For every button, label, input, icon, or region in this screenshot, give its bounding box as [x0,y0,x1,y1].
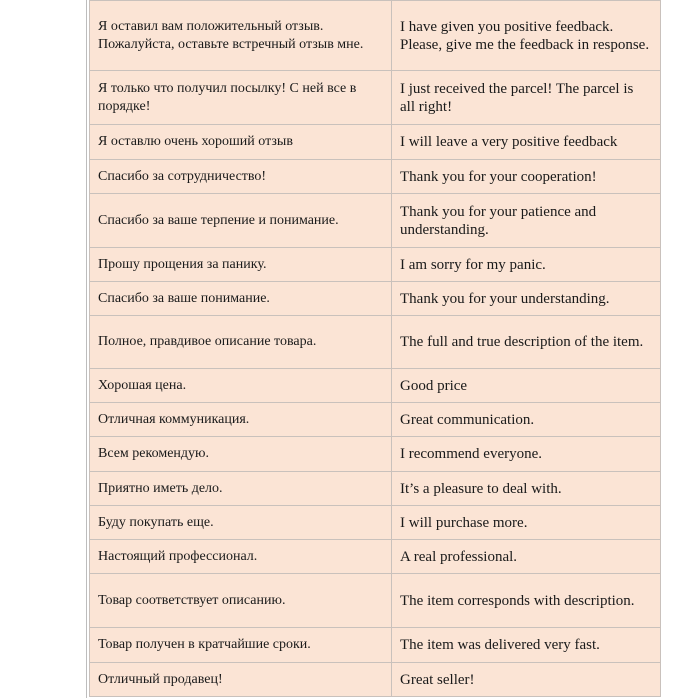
english-phrase: It’s a pleasure to deal with. [392,472,661,506]
english-phrase: Thank you for your patience and understanding. [392,194,661,248]
russian-phrase: Я оставил вам положительный отзыв. Пожалуйста, оставьте встречный отзыв мне. [90,1,392,71]
english-phrase: I will purchase more. [392,506,661,540]
table-row [90,160,661,194]
english-phrase: Thank you for your understanding. [392,282,661,316]
table-row [90,628,661,663]
table-row [90,194,661,248]
russian-phrase: Отличный продавец! [90,663,392,697]
table-row [90,248,661,282]
russian-phrase: Буду покупать еще. [90,506,392,540]
english-phrase: I just received the parcel! The parcel is all right! [392,71,661,125]
english-phrase: The item was delivered very fast. [392,628,661,663]
english-phrase: A real professional. [392,540,661,574]
table-row [90,316,661,369]
russian-phrase: Настоящий профессионал. [90,540,392,574]
english-phrase: The full and true description of the item. [392,316,661,369]
english-phrase: Good price [392,369,661,403]
table-row [90,71,661,125]
russian-phrase: Отличная коммуникация. [90,403,392,437]
table-row [90,472,661,506]
table-row [90,437,661,472]
russian-phrase: Товар соответствует описанию. [90,574,392,628]
margin-rule [86,0,87,698]
russian-phrase: Приятно иметь дело. [90,472,392,506]
russian-phrase: Я оставлю очень хороший отзыв [90,125,392,160]
english-phrase: Great communication. [392,403,661,437]
russian-phrase: Полное, правдивое описание товара. [90,316,392,369]
table-row [90,403,661,437]
table-row [90,506,661,540]
table-row [90,540,661,574]
russian-phrase: Товар получен в кратчайшие сроки. [90,628,392,663]
table-row [90,663,661,697]
russian-phrase: Я только что получил посылку! С ней все в порядке! [90,71,392,125]
english-phrase: I recommend everyone. [392,437,661,472]
russian-phrase: Хорошая цена. [90,369,392,403]
russian-phrase: Всем рекомендую. [90,437,392,472]
russian-phrase: Прошу прощения за панику. [90,248,392,282]
russian-phrase: Спасибо за сотрудничество! [90,160,392,194]
english-phrase: Great seller! [392,663,661,697]
table-row [90,574,661,628]
russian-phrase: Спасибо за ваше понимание. [90,282,392,316]
table-row [90,282,661,316]
english-phrase: Thank you for your cooperation! [392,160,661,194]
english-phrase: The item corresponds with description. [392,574,661,628]
phrase-table [89,0,661,697]
russian-phrase: Спасибо за ваше терпение и понимание. [90,194,392,248]
table-row [90,369,661,403]
english-phrase: I will leave a very positive feedback [392,125,661,160]
table-row [90,1,661,71]
english-phrase: I am sorry for my panic. [392,248,661,282]
table-row [90,125,661,160]
english-phrase: I have given you positive feedback. Please, give me the feedback in response. [392,1,661,71]
